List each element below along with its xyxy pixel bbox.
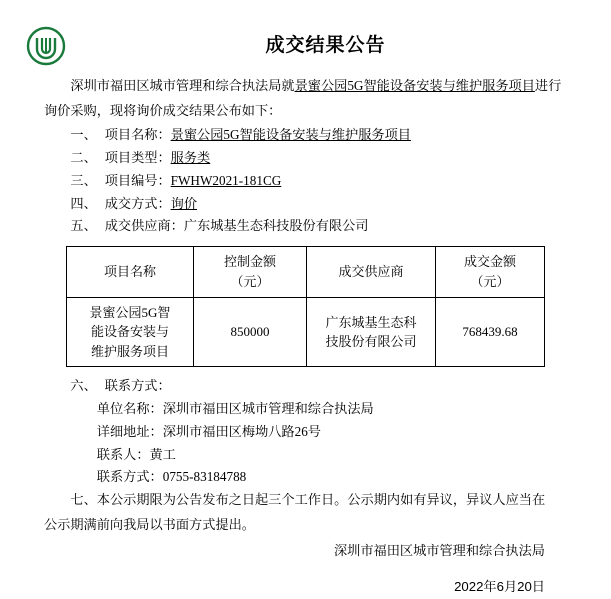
page-title: 成交结果公告 — [265, 35, 386, 56]
intro-prefix: 深圳市福田区城市管理和综合执法局就 — [70, 78, 295, 93]
table-header-row — [67, 246, 545, 297]
table-row — [67, 297, 545, 367]
item-number: 六、 — [70, 378, 97, 394]
contact-phone — [44, 466, 567, 489]
document-body — [0, 57, 611, 599]
th-supplier: 成交供应商 — [307, 246, 436, 297]
item-project-name — [44, 124, 567, 147]
cell-supplier: 广东城基生态科 技股份有限公司 — [307, 297, 436, 367]
th-project-name: 项目名称 — [67, 246, 194, 297]
item-label: 成交方式： — [104, 195, 171, 211]
contact-key: 联系方式： — [96, 469, 163, 485]
notice-number: 七、 — [70, 491, 97, 507]
item-label: 联系方式： — [104, 378, 171, 394]
item-number: 一、 — [70, 127, 97, 143]
notice-paragraph-line2: 公示期满前向我局以书面方式提出。 — [44, 516, 255, 532]
contact-key: 单位名称： — [96, 401, 163, 417]
item-number: 三、 — [70, 172, 97, 188]
contact-org — [44, 398, 567, 421]
item-value: 景蜜公园5G智能设备安装与维护服务项目 — [170, 127, 411, 143]
item-deal-method — [44, 193, 567, 216]
contact-address — [44, 421, 567, 444]
notice-line1: 本公示期限为公告发布之日起三个工作日。公示期内如有异议，异议人应当在 — [96, 491, 546, 507]
item-label: 项目名称： — [104, 127, 171, 143]
intro-paragraph — [44, 75, 567, 98]
item-value: 询价 — [170, 195, 198, 211]
contact-value: 深圳市福田区城市管理和综合执法局 — [162, 401, 374, 417]
item-project-type — [44, 147, 567, 170]
cell-control-amount: 850000 — [194, 297, 307, 367]
signature-organization: 深圳市福田区城市管理和综合执法局 — [334, 543, 545, 559]
contact-person — [44, 444, 567, 467]
intro-suffix: 进行 — [534, 78, 562, 93]
table-body — [67, 297, 545, 367]
contact-value: 黄工 — [149, 446, 176, 462]
item-contact — [44, 375, 567, 398]
item-label: 成交供应商： — [104, 218, 184, 234]
intro-project-name: 景蜜公园5G智能设备安装与维护服务项目 — [294, 78, 535, 93]
th-control-amount: 控制金额 （元） — [194, 246, 307, 297]
organization-logo-icon — [26, 26, 66, 66]
contact-key: 详细地址： — [96, 423, 163, 439]
item-number: 二、 — [70, 150, 97, 166]
item-value: 广东城基生态科技股份有限公司 — [183, 218, 369, 234]
table-header — [67, 246, 545, 297]
item-number: 四、 — [70, 195, 97, 211]
contact-value: 深圳市福田区梅坳八路26号 — [162, 423, 321, 439]
notice-paragraph — [44, 489, 567, 512]
cell-project-name: 景蜜公园5G智 能设备安装与 维护服务项目 — [67, 297, 194, 367]
contact-value: 0755-83184788 — [162, 469, 247, 485]
item-value: 服务类 — [170, 150, 211, 166]
intro-paragraph-line2: 询价采购，现将询价成交结果公布如下： — [44, 102, 282, 118]
result-table — [66, 246, 545, 368]
item-supplier — [44, 215, 567, 238]
item-project-number — [44, 170, 567, 193]
item-number: 五、 — [70, 218, 97, 234]
signature-date: 2022年6月20日 — [454, 579, 545, 595]
item-label: 项目类型： — [104, 150, 171, 166]
item-value: FWHW2021-181CG — [170, 172, 282, 188]
cell-deal-amount: 768439.68 — [436, 297, 545, 367]
th-deal-amount: 成交金额 （元） — [436, 246, 545, 297]
item-label: 项目编号： — [104, 172, 171, 188]
contact-key: 联系人： — [96, 446, 150, 462]
